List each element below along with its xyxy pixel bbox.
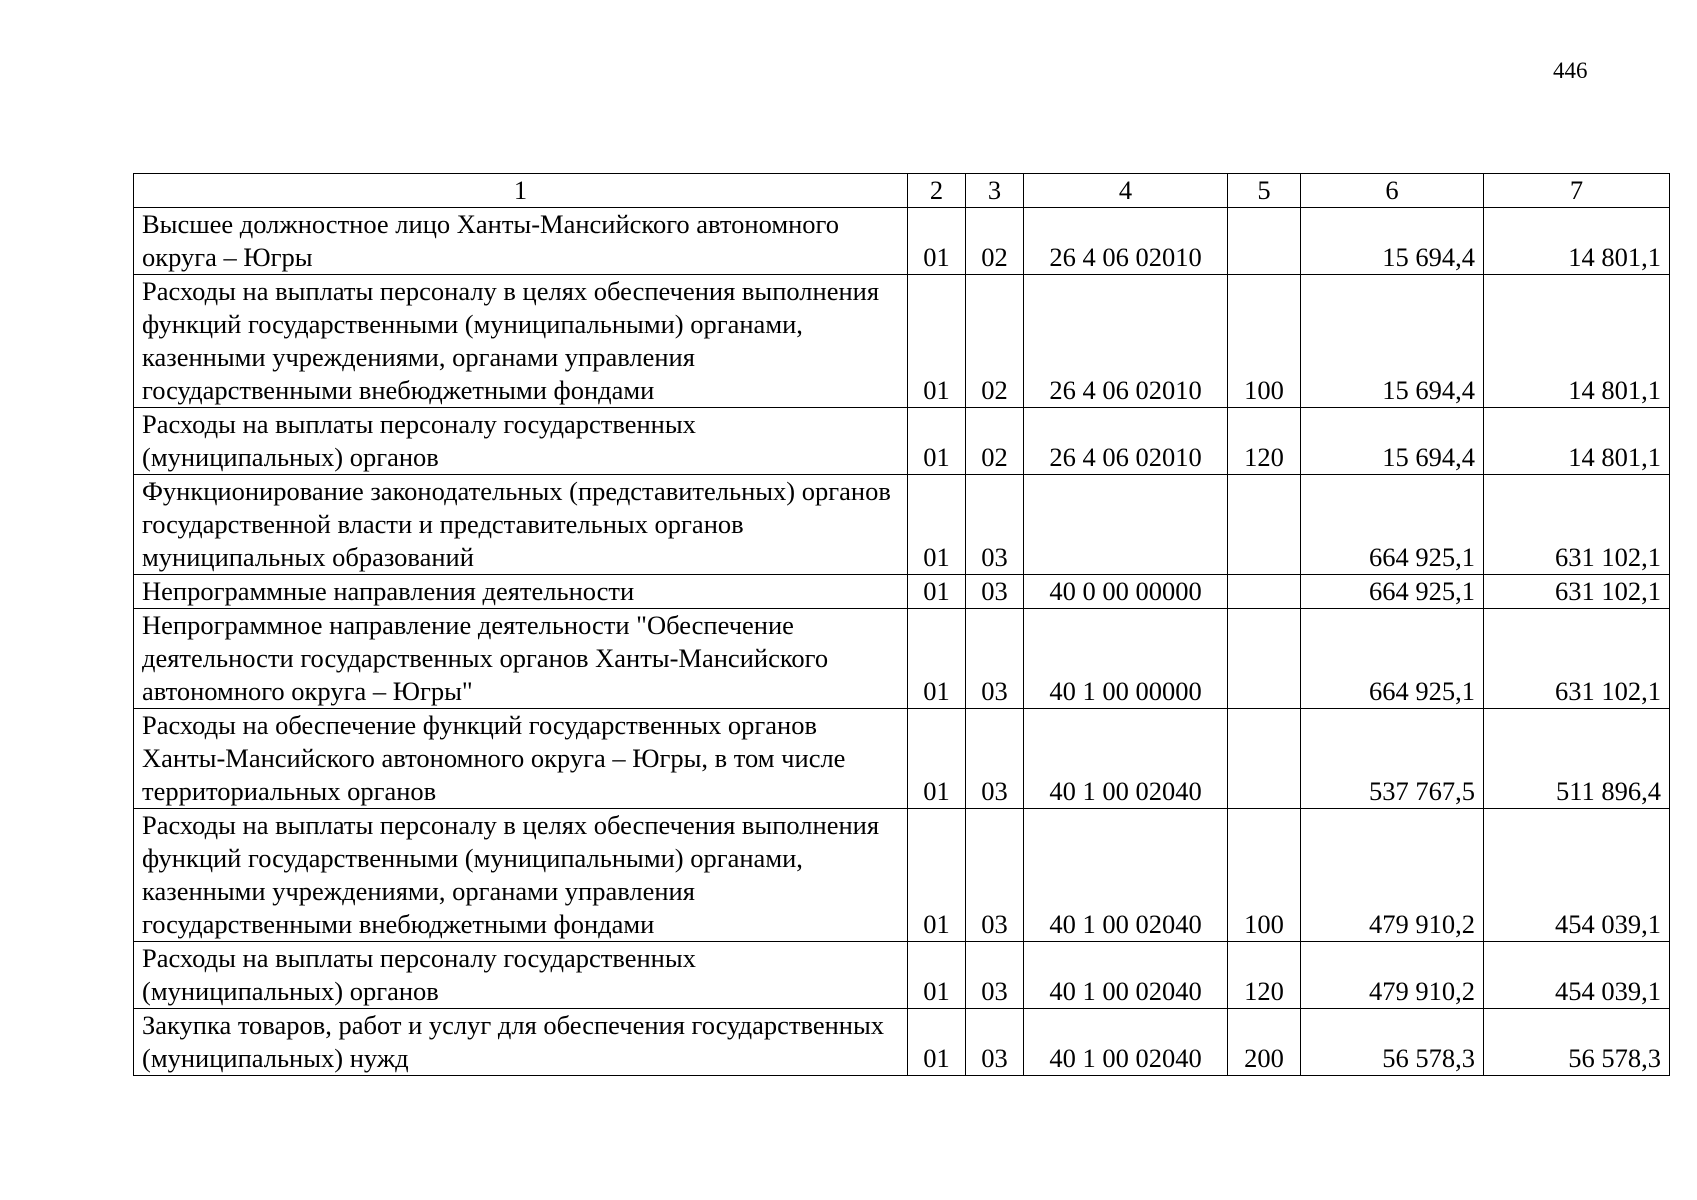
column-header: 3 <box>966 174 1024 208</box>
subsection-code: 02 <box>966 275 1024 408</box>
item-name: Непрограммные направления деятельности <box>134 575 908 609</box>
target-article-code: 40 1 00 02040 <box>1024 1009 1228 1076</box>
amount-column-7: 511 896,4 <box>1484 709 1670 809</box>
amount-column-7: 14 801,1 <box>1484 208 1670 275</box>
item-name: Функционирование законодательных (представительных) органов государственной власти и представительных органов муниципальных образований <box>134 475 908 575</box>
table-row <box>134 408 1670 475</box>
item-name: Закупка товаров, работ и услуг для обеспечения государственных (муниципальных) нужд <box>134 1009 908 1076</box>
amount-column-7: 631 102,1 <box>1484 475 1670 575</box>
expense-type-code <box>1228 208 1301 275</box>
table-row <box>134 609 1670 709</box>
subsection-code: 03 <box>966 475 1024 575</box>
subsection-code: 03 <box>966 609 1024 709</box>
table-row <box>134 709 1670 809</box>
item-name: Расходы на выплаты персоналу государственных (муниципальных) органов <box>134 942 908 1009</box>
amount-column-6: 664 925,1 <box>1301 475 1484 575</box>
column-header: 6 <box>1301 174 1484 208</box>
table-row <box>134 575 1670 609</box>
amount-column-6: 664 925,1 <box>1301 575 1484 609</box>
budget-table <box>133 173 1670 1076</box>
amount-column-6: 56 578,3 <box>1301 1009 1484 1076</box>
column-header: 7 <box>1484 174 1670 208</box>
item-name: Расходы на обеспечение функций государственных органов Ханты-Мансийского автономного округа – Югры, в том числе территориальных органов <box>134 709 908 809</box>
expense-type-code: 120 <box>1228 408 1301 475</box>
target-article-code: 40 1 00 00000 <box>1024 609 1228 709</box>
amount-column-7: 454 039,1 <box>1484 809 1670 942</box>
amount-column-6: 15 694,4 <box>1301 275 1484 408</box>
table-row <box>134 475 1670 575</box>
table-row <box>134 275 1670 408</box>
table-row <box>134 1009 1670 1076</box>
item-name: Непрограммное направление деятельности "Обеспечение деятельности государственных органов Ханты-Мансийского автономного округа – Югры" <box>134 609 908 709</box>
section-code: 01 <box>908 275 966 408</box>
amount-column-7: 631 102,1 <box>1484 609 1670 709</box>
amount-column-7: 454 039,1 <box>1484 942 1670 1009</box>
section-code: 01 <box>908 942 966 1009</box>
section-code: 01 <box>908 575 966 609</box>
target-article-code: 40 1 00 02040 <box>1024 809 1228 942</box>
expense-type-code: 100 <box>1228 275 1301 408</box>
subsection-code: 03 <box>966 575 1024 609</box>
subsection-code: 02 <box>966 208 1024 275</box>
table-row <box>134 208 1670 275</box>
subsection-code: 03 <box>966 942 1024 1009</box>
table-row <box>134 942 1670 1009</box>
item-name: Расходы на выплаты персоналу в целях обеспечения выполнения функций государственными (муниципальными) органами, казенными учреждениями, органами управления государственными внебюджетными фондами <box>134 275 908 408</box>
amount-column-7: 14 801,1 <box>1484 408 1670 475</box>
target-article-code: 26 4 06 02010 <box>1024 408 1228 475</box>
subsection-code: 03 <box>966 709 1024 809</box>
column-header: 5 <box>1228 174 1301 208</box>
expense-type-code <box>1228 709 1301 809</box>
target-article-code: 26 4 06 02010 <box>1024 275 1228 408</box>
expense-type-code: 100 <box>1228 809 1301 942</box>
table-header-row <box>134 174 1670 208</box>
item-name: Высшее должностное лицо Ханты-Мансийского автономного округа – Югры <box>134 208 908 275</box>
amount-column-7: 14 801,1 <box>1484 275 1670 408</box>
subsection-code: 03 <box>966 1009 1024 1076</box>
amount-column-7: 56 578,3 <box>1484 1009 1670 1076</box>
target-article-code <box>1024 475 1228 575</box>
target-article-code: 40 1 00 02040 <box>1024 709 1228 809</box>
section-code: 01 <box>908 408 966 475</box>
target-article-code: 26 4 06 02010 <box>1024 208 1228 275</box>
target-article-code: 40 1 00 02040 <box>1024 942 1228 1009</box>
column-header: 2 <box>908 174 966 208</box>
amount-column-6: 537 767,5 <box>1301 709 1484 809</box>
expense-type-code: 120 <box>1228 942 1301 1009</box>
item-name: Расходы на выплаты персоналу в целях обеспечения выполнения функций государственными (муниципальными) органами, казенными учреждениями, органами управления государственными внебюджетными фондами <box>134 809 908 942</box>
section-code: 01 <box>908 475 966 575</box>
target-article-code: 40 0 00 00000 <box>1024 575 1228 609</box>
section-code: 01 <box>908 809 966 942</box>
amount-column-6: 15 694,4 <box>1301 408 1484 475</box>
expense-type-code <box>1228 609 1301 709</box>
section-code: 01 <box>908 1009 966 1076</box>
section-code: 01 <box>908 709 966 809</box>
amount-column-6: 664 925,1 <box>1301 609 1484 709</box>
expense-type-code <box>1228 475 1301 575</box>
table-row <box>134 809 1670 942</box>
section-code: 01 <box>908 609 966 709</box>
expense-type-code <box>1228 575 1301 609</box>
page-number: 446 <box>1553 58 1588 83</box>
section-code: 01 <box>908 208 966 275</box>
amount-column-6: 479 910,2 <box>1301 942 1484 1009</box>
item-name: Расходы на выплаты персоналу государственных (муниципальных) органов <box>134 408 908 475</box>
column-header: 1 <box>134 174 908 208</box>
expense-type-code: 200 <box>1228 1009 1301 1076</box>
column-header: 4 <box>1024 174 1228 208</box>
amount-column-7: 631 102,1 <box>1484 575 1670 609</box>
subsection-code: 03 <box>966 809 1024 942</box>
amount-column-6: 15 694,4 <box>1301 208 1484 275</box>
subsection-code: 02 <box>966 408 1024 475</box>
amount-column-6: 479 910,2 <box>1301 809 1484 942</box>
